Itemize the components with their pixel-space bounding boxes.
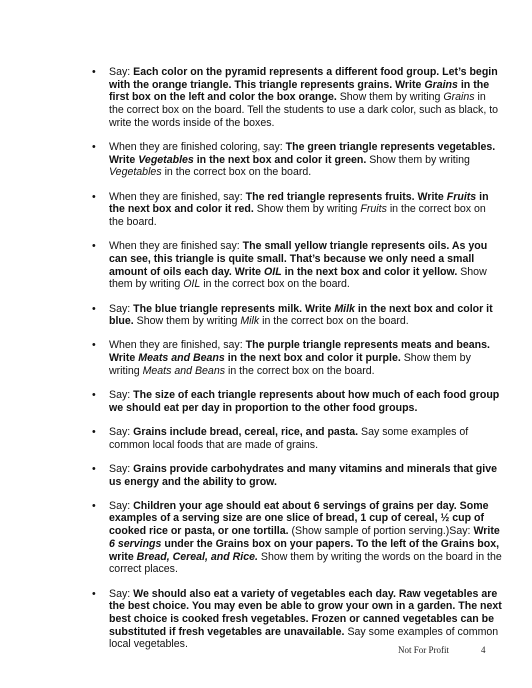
text-run: in the next box and color it red.	[109, 190, 489, 216]
text-run: (Show sample of portion serving.)Say:	[288, 525, 474, 538]
text-run: Say:	[109, 462, 134, 475]
text-run: Say:	[109, 587, 134, 600]
text-run: Show them by writing	[109, 265, 487, 291]
text-run: Vegetables	[109, 166, 162, 179]
text-run: Show them by writing	[253, 203, 361, 216]
text-run: in the next box and color it yellow.	[281, 265, 458, 278]
footer-label: Not For Profit	[398, 645, 450, 655]
list-item	[92, 426, 502, 451]
text-run: Show them by writing the words on the board in the correct places.	[109, 550, 502, 576]
text-run: Say:	[109, 66, 134, 78]
bullet-icon: •	[92, 190, 96, 203]
text-run: Say some examples of common local vegetables.	[109, 625, 499, 651]
text-run: under the Grains box on your papers. To the left of the Grains box, write	[109, 537, 500, 563]
list-item	[92, 588, 502, 652]
list-item	[92, 66, 502, 130]
page-number: 4	[481, 645, 486, 655]
bullet-icon: •	[92, 587, 96, 600]
text-run: Grains	[424, 78, 458, 91]
list-item	[92, 339, 502, 377]
text-run: in the correct box on the board. Tell the students to use a dark color, such as black, to write the words inside of the boxes.	[109, 91, 499, 129]
text-run: We should also eat a variety of vegetables each day. Raw vegetables are the best choice. You may even be able to grow your own in a garden. The next best choice is cooked fresh vegetables. Frozen or canned vegetables can be substituted if fresh vegetables are unavailable.	[109, 587, 502, 638]
text-run: in the correct box on the board.	[225, 364, 375, 377]
text-run: The blue triangle represents milk. Write	[133, 302, 335, 315]
text-run: When they are finished say:	[109, 240, 243, 253]
text-run: The purple triangle represents meats and beans. Write	[109, 339, 490, 365]
text-run: Say some examples of common local foods that are made of grains.	[109, 425, 469, 451]
text-run: OIL	[183, 278, 201, 291]
text-run: in the correct box on the board.	[259, 315, 409, 328]
bullet-icon: •	[92, 389, 96, 402]
text-run: Milk	[240, 315, 260, 328]
list-item	[92, 463, 502, 488]
text-run: in the correct box on the board.	[109, 203, 486, 229]
text-run: in the next box and color it green.	[193, 153, 367, 166]
list-item	[92, 303, 502, 328]
text-run: Meats and Beans	[142, 364, 226, 377]
bullet-icon: •	[92, 302, 96, 315]
text-run: Grains provide carbohydrates and many vitamins and minerals that give us energy and the ability to grow.	[109, 462, 497, 488]
text-run: Say:	[109, 425, 134, 438]
list-item	[92, 240, 502, 291]
text-run: Vegetables	[138, 153, 194, 166]
text-run: When they are finished, say:	[109, 190, 246, 203]
text-run: in the next box and color it purple.	[224, 352, 401, 365]
text-run: 6 servings	[109, 537, 162, 550]
list-item	[92, 500, 502, 576]
bullet-icon: •	[92, 141, 96, 154]
text-run: in the next box and color it blue.	[109, 302, 493, 328]
text-run: Show them by writing	[336, 91, 444, 104]
text-run: When they are finished, say:	[109, 339, 246, 352]
list-item	[92, 141, 502, 179]
bullet-icon: •	[92, 499, 96, 512]
text-run: in the first box on the left and color the box orange.	[109, 78, 490, 104]
text-run: Each color on the pyramid represents a different food group. Let’s begin with the orange triangle. This triangle represents grains. Write	[109, 66, 498, 91]
text-run: Meats and Beans	[138, 352, 225, 365]
bullet-icon: •	[92, 425, 96, 438]
text-run: Milk	[334, 302, 355, 315]
text-run: When they are finished coloring, say:	[109, 141, 286, 154]
text-run: in the correct box on the board.	[200, 278, 350, 291]
text-run: Bread, Cereal, and Rice.	[136, 550, 258, 563]
list-item	[92, 191, 502, 229]
text-run: Fruits	[446, 190, 477, 203]
text-run: Write	[473, 525, 500, 538]
text-run: Show them by writing	[109, 352, 471, 377]
text-run: in the correct box on the board.	[161, 166, 312, 179]
bullet-icon: •	[92, 240, 96, 253]
text-run: Grains include bread, cereal, rice, and pasta.	[133, 425, 359, 438]
instruction-list	[92, 66, 502, 663]
bullet-icon: •	[92, 66, 96, 78]
text-run: The red triangle represents fruits. Write	[245, 190, 447, 203]
bullet-icon: •	[92, 462, 96, 475]
text-run: The size of each triangle represents about how much of each food group we should eat per day in proportion to the other food groups.	[109, 389, 500, 414]
text-run: OIL	[264, 265, 282, 278]
bullet-icon: •	[92, 339, 96, 352]
list-item	[92, 389, 502, 414]
text-run: Children your age should eat about 6 servings of grains per day. Some examples of a serving size are one slice of bread, 1 cup of cereal, ½ cup of cooked rice or pasta, or one tortilla.	[109, 499, 489, 538]
text-run: The green triangle represents vegetables. Write	[109, 141, 496, 166]
text-run: Fruits	[360, 203, 387, 216]
text-run: Say:	[109, 499, 134, 512]
text-run: Grains	[443, 91, 475, 104]
text-run: Show them by writing	[366, 153, 470, 166]
text-run: The small yellow triangle represents oils. As you can see, this triangle is quite small. That’s because we only need a small amount of oils each day. Write	[109, 240, 488, 278]
text-run: Say:	[109, 389, 134, 402]
text-run: Say:	[109, 302, 134, 315]
text-run: Show them by writing	[133, 315, 241, 328]
